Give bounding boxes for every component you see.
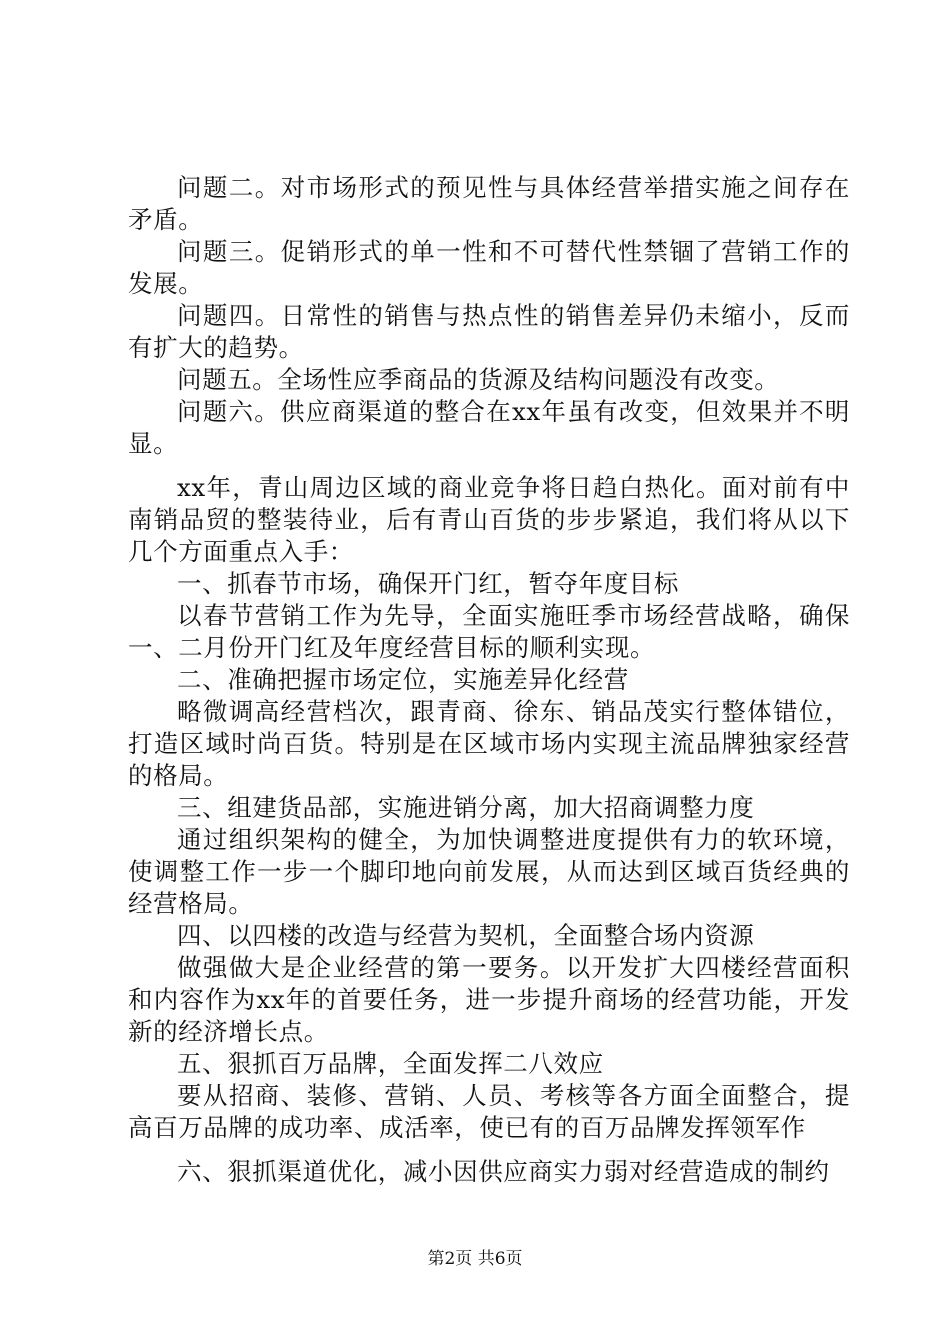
paragraph-1: 以春节营销工作为先导，全面实施旺季市场经营战略，确保一、二月份开门红及年度经营目标的顺利实现。 [128, 601, 850, 662]
document-body [128, 172, 850, 1188]
paragraph-2: 略微调高经营档次，跟青商、徐东、销品茂实行整体错位，打造区域时尚百货。特别是在区域市场内实现主流品牌独家经营的格局。 [128, 697, 850, 790]
heading-3: 三、组建货品部，实施进销分离，加大招商调整力度 [177, 793, 755, 822]
page-number-footer: 第2页 共6页 [427, 1249, 523, 1269]
heading-6: 六、狠抓渠道优化，减小因供应商实力弱对经营造成的制约 [177, 1157, 830, 1186]
paragraph-issue-2: 问题二。对市场形式的预见性与具体经营举措实施之间存在矛盾。 [128, 173, 850, 234]
heading-1: 一、抓春节市场，确保开门红，暂夺年度目标 [177, 569, 679, 598]
paragraph-5: 要从招商、装修、营销、人员、考核等各方面全面整合，提高百万品牌的成功率、成活率，使已有的百万品牌发挥领军作 [128, 1081, 850, 1142]
paragraph-issue-6: 问题六。供应商渠道的整合在xx年虽有改变，但效果并不明显。 [128, 397, 850, 458]
heading-5: 五、狠抓百万品牌，全面发挥二八效应 [177, 1049, 604, 1078]
paragraph-3: 通过组织架构的健全，为加快调整进度提供有力的软环境，使调整工作一步一个脚印地向前发展，从而达到区域百货经典的经营格局。 [128, 825, 850, 918]
paragraph-issue-5: 问题五。全场性应季商品的货源及结构问题没有改变。 [177, 365, 780, 394]
paragraph-issue-3: 问题三。促销形式的单一性和不可替代性禁锢了营销工作的发展。 [128, 237, 850, 298]
heading-2: 二、准确把握市场定位，实施差异化经营 [177, 665, 629, 694]
paragraph-issue-4: 问题四。日常性的销售与热点性的销售差异仍未缩小，反而有扩大的趋势。 [128, 301, 850, 362]
paragraph-intro: xx年，青山周边区域的商业竞争将日趋白热化。面对前有中南销品贸的整装待业，后有青山百货的步步紧追，我们将从以下几个方面重点入手： [128, 473, 850, 566]
paragraph-4: 做强做大是企业经营的第一要务。以开发扩大四楼经营面积和内容作为xx年的首要任务，进一步提升商场的经营功能，开发新的经济增长点。 [128, 953, 850, 1046]
heading-4: 四、以四楼的改造与经营为契机，全面整合场内资源 [177, 921, 755, 950]
